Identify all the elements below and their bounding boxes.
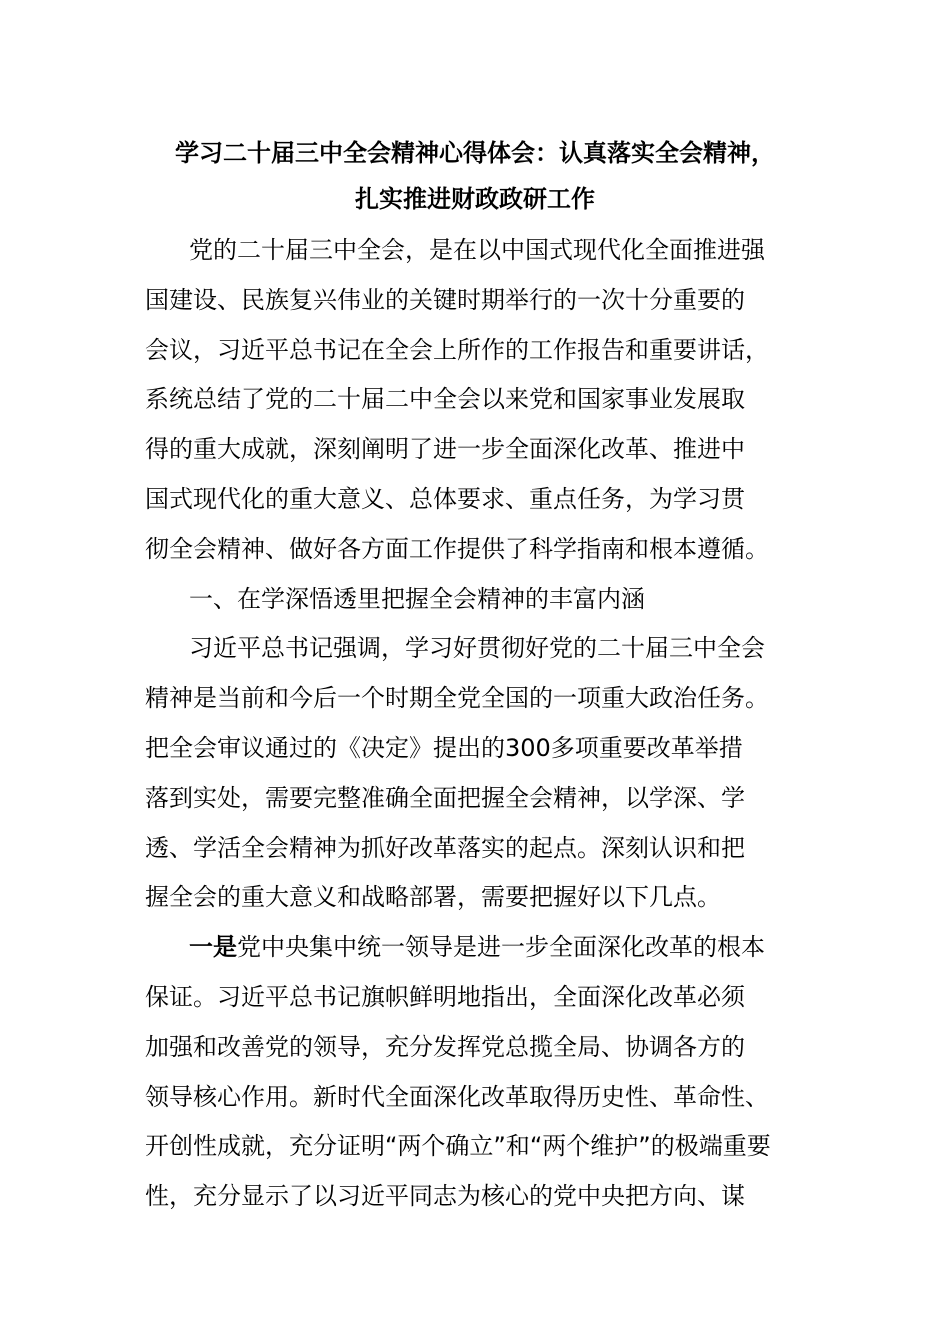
title-line-1: 学习二十届三中全会精神心得体会：认真落实全会精神， xyxy=(175,139,775,167)
text-line: 精神是当前和今后一个时期全党全国的一项重大政治任务。 xyxy=(145,684,769,713)
text-line: 开创性成就，充分证明“两个确立”和“两个维护”的极端重要 xyxy=(145,1132,771,1161)
text-line: 保证。习近平总书记旗帜鲜明地指出，全面深化改革必须 xyxy=(145,982,745,1011)
point-lead-label: 一是 xyxy=(189,933,237,962)
text-line: 系统总结了党的二十届二中全会以来党和国家事业发展取 xyxy=(145,385,745,414)
document-body xyxy=(145,226,807,1222)
text-line: 国式现代化的重大意义、总体要求、重点任务，为学习贯 xyxy=(145,484,745,513)
text-line: 习近平总书记强调，学习好贯彻好党的二十届三中全会 xyxy=(189,634,765,663)
text-line: 加强和改善党的领导，充分发挥党总揽全局、协调各方的 xyxy=(145,1032,745,1061)
document-title xyxy=(140,130,810,222)
text-line: 党的二十届三中全会，是在以中国式现代化全面推进强 xyxy=(189,236,765,264)
paragraph-point-1 xyxy=(145,923,807,1222)
paragraph-section-1 xyxy=(145,624,807,923)
text-line: 把全会审议通过的《决定》提出的300多项重要改革举措 xyxy=(145,733,743,762)
text-line: 透、学活全会精神为抓好改革落实的起点。深刻认识和把 xyxy=(145,833,745,862)
text-line: 领导核心作用。新时代全面深化改革取得历史性、革命性、 xyxy=(145,1082,769,1111)
title-line-2: 扎实推进财政政研工作 xyxy=(355,185,595,213)
paragraph-intro xyxy=(145,226,807,575)
text-line xyxy=(145,923,807,973)
text-line: 得的重大成就，深刻阐明了进一步全面深化改革、推进中 xyxy=(145,435,745,464)
section-heading-text: 一、在学深悟透里把握全会精神的丰富内涵 xyxy=(189,584,645,613)
text-line: 会议，习近平总书记在全会上所作的工作报告和重要讲话， xyxy=(145,335,769,364)
section-heading-1 xyxy=(145,575,807,625)
text-line: 落到实处，需要完整准确全面把握全会精神，以学深、学 xyxy=(145,783,745,812)
point-lead-text: 党中央集中统一领导是进一步全面深化改革的根本 xyxy=(237,933,765,962)
text-line: 国建设、民族复兴伟业的关键时期举行的一次十分重要的 xyxy=(145,285,745,314)
text-line: 握全会的重大意义和战略部署，需要把握好以下几点。 xyxy=(145,883,721,912)
text-line: 彻全会精神、做好各方面工作提供了科学指南和根本遵循。 xyxy=(145,534,769,563)
text-line: 性，充分显示了以习近平同志为核心的党中央把方向、谋 xyxy=(145,1182,745,1211)
